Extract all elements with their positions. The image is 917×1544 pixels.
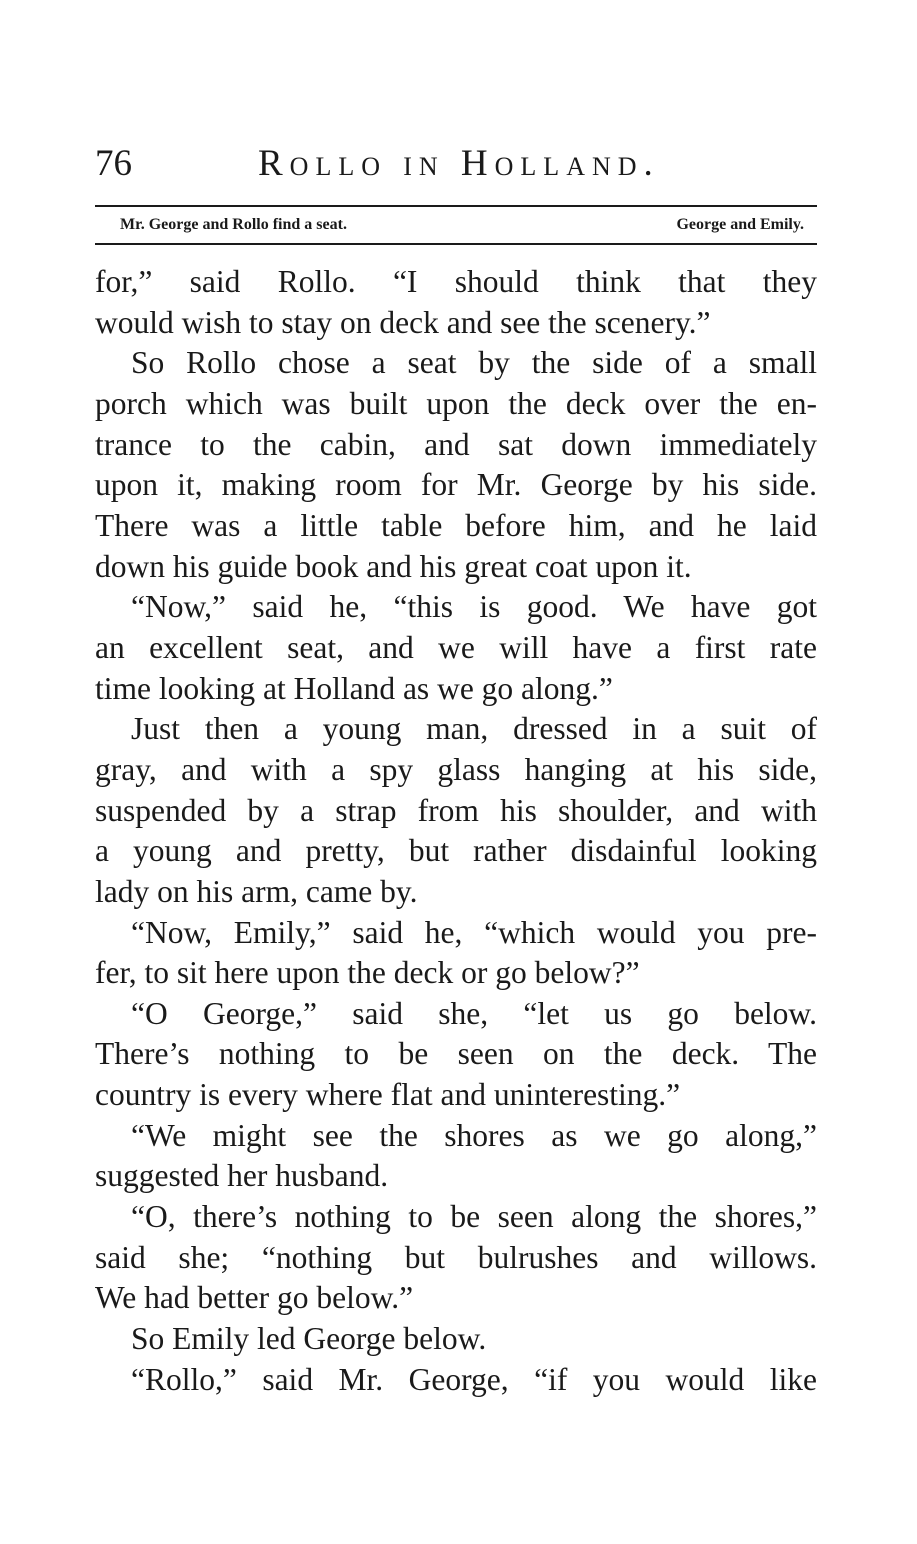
text-line: So Rollo chose a seat by the side of a small [131, 345, 817, 381]
text-line: lady on his arm, came by. [95, 873, 418, 909]
text-line: down his guide book and his great coat upon it. [95, 548, 692, 584]
body-text [95, 262, 817, 1400]
text-line: would wish to stay on deck and see the scenery.” [95, 304, 711, 340]
text-line: “O George,” said she, “let us go below. [131, 995, 817, 1031]
text-line: “O, there’s nothing to be seen along the shores,” [131, 1199, 817, 1235]
text-line: Just then a young man, dressed in a suit of [131, 711, 817, 747]
text-line: There’s nothing to be seen on the deck. The [95, 1036, 817, 1072]
text-line: So Emily led George below. [131, 1321, 487, 1357]
page-number: 76 [95, 143, 132, 184]
subheading-left: Mr. George and Rollo find a seat. [120, 216, 347, 233]
text-line: porch which was built upon the deck over the en- [95, 385, 817, 421]
running-title: Rollo in Holland. [258, 143, 660, 184]
text-line: trance to the cabin, and sat down immediately [95, 426, 817, 462]
text-line: country is every where flat and uninteresting.” [95, 1077, 681, 1113]
header-rule-top [95, 205, 817, 207]
subheading-right: George and Emily. [676, 216, 804, 233]
text-line: fer, to sit here upon the deck or go below?” [95, 955, 640, 991]
text-line: “Now, Emily,” said he, “which would you pre- [131, 914, 817, 950]
text-line: “We might see the shores as we go along,” [131, 1117, 817, 1153]
text-line: upon it, making room for Mr. George by his side. [95, 467, 817, 503]
text-line: “Rollo,” said Mr. George, “if you would like [131, 1361, 817, 1397]
text-line: for,” said Rollo. “I should think that they [95, 264, 817, 299]
text-line: time looking at Holland as we go along.” [95, 670, 613, 706]
text-line: suggested her husband. [95, 1158, 389, 1194]
text-line: a young and pretty, but rather disdainful looking [95, 833, 817, 869]
text-line: gray, and with a spy glass hanging at his side, [95, 751, 817, 787]
text-line: We had better go below.” [95, 1280, 414, 1316]
text-line: an excellent seat, and we will have a first rate [95, 629, 817, 665]
text-line: “Now,” said he, “this is good. We have got [131, 589, 817, 625]
text-line: said she; “nothing but bulrushes and willows. [95, 1239, 817, 1275]
header-rule-bottom [95, 243, 817, 245]
text-line: suspended by a strap from his shoulder, and with [95, 792, 817, 828]
text-line: There was a little table before him, and he laid [95, 507, 817, 543]
